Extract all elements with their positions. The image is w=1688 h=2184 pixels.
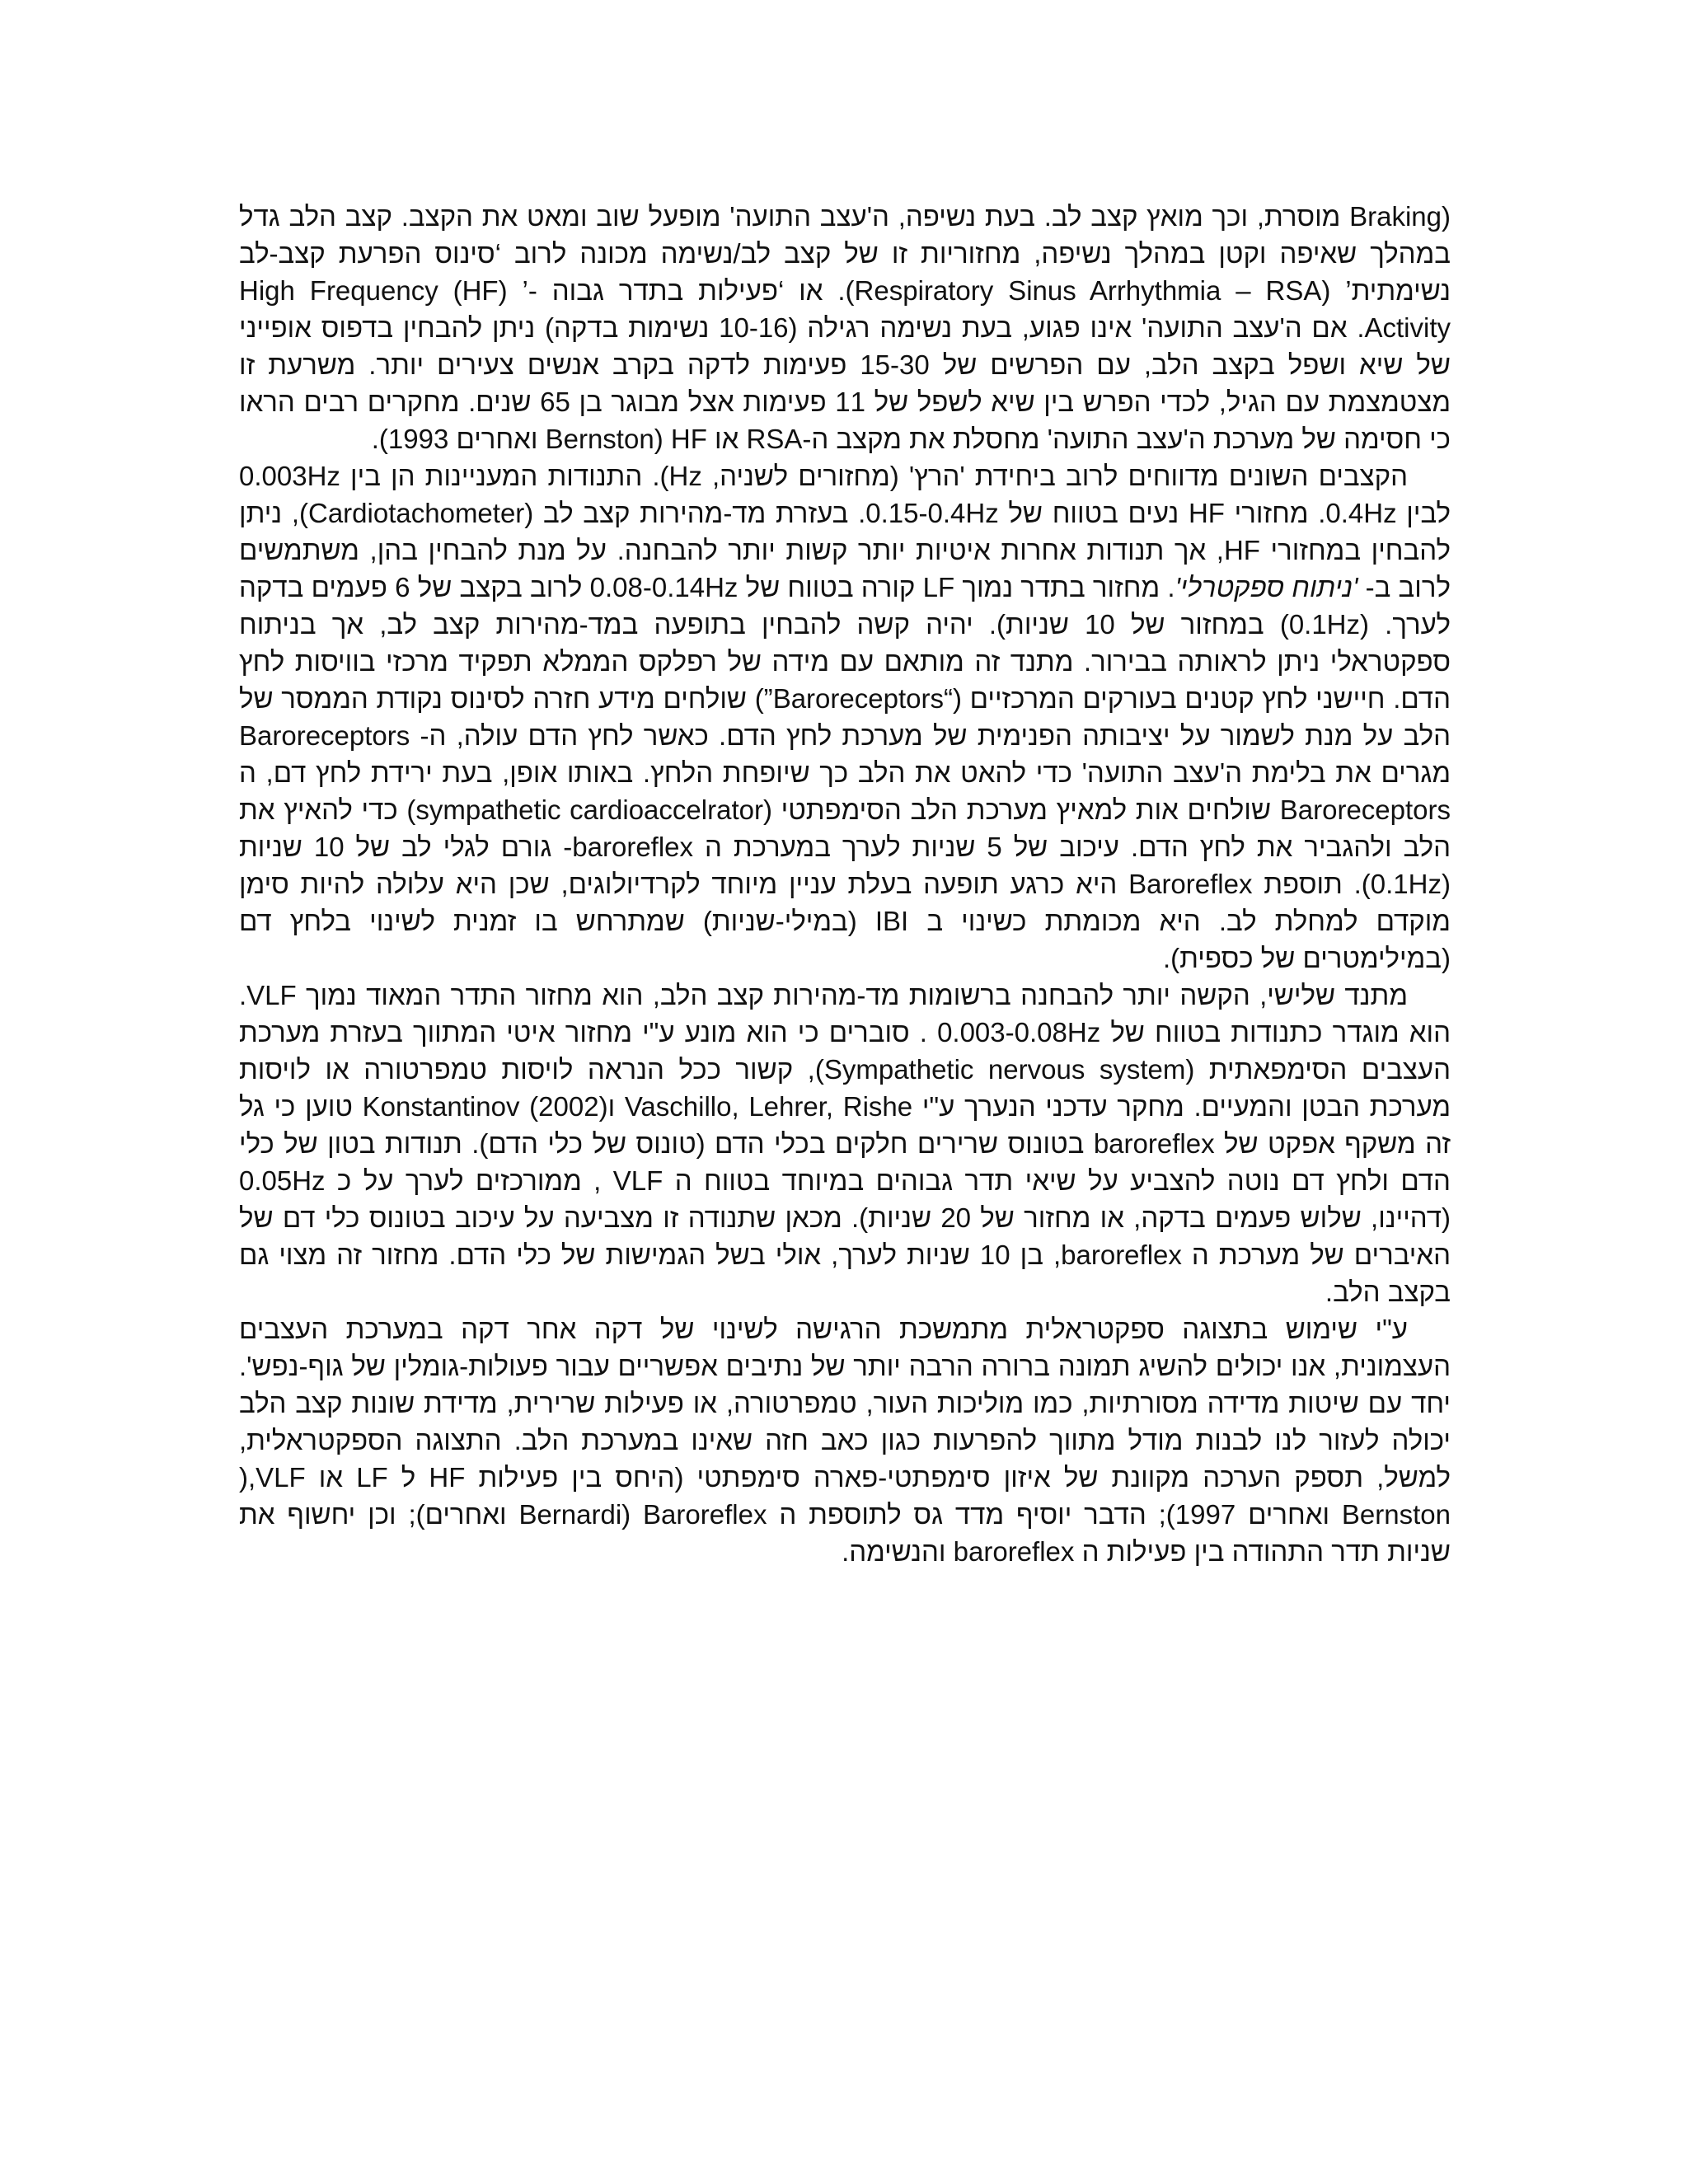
paragraph-text: (Braking מוסרת, וכך מואץ קצב לב. בעת נשיפה, ה'עצב התועה' מופעל שוב ומאט את הקצב. קצב הלב גדל במהלך שאיפה וקטן במהלך נשיפה, מחזוריות זו של קצב לב/נשימה מכונה לרוב ‘סינוס הפרעת קצב-לב נשימתית’ (Respiratory Sinus Arrhythmia – RSA). או ‘פעילות בתדר גבוה -’ High Frequency (HF) Activity. אם ה'עצב התועה' אינו פגוע, בעת נשימה רגילה (10-16 נשימות בדקה) ניתן להבחין בדפוס אופייני של שיא ושפל בקצב הלב, עם הפרשים של 15-30 פעימות לדקה בקרב אנשים צעירים יותר. משרעת זו מצטמצמת עם הגיל, לכדי הפרש בין שיא לשפל של 11 פעימות אצל מבוגר בן 65 שנים. מחקרים רבים הראו כי חסימה של מערכת ה'עצב התועה' מחסלת את מקצב ה-RSA או HF (Bernston ואחרים 1993). xyxy=(239,201,1451,454)
body-text xyxy=(239,198,1451,1570)
paragraph-text: . מחזור בתדר נמוך LF קורה בטווח של 0.08-0.14Hz לרוב בקצב של 6 פעמים בדקה לערך. (0.1Hz) במחזור של 10 שניות). יהיה קשה להבחין בתופעה במד-מהירות קצב לב, אך בניתוח ספקטראלי ניתן לראותה בבירור. מתנד זה מותאם עם מידה של רפלקס הממלא תפקיד מרכזי בוויסות לחץ הדם. חיישני לחץ קטנים בעורקים המרכזיים (“Baroreceptors”) שולחים מידע חזרה לסינוס נקודת הממסר של הלב על מנת לשמור על יציבותה הפנימית של מערכת לחץ הדם. כאשר לחץ הדם עולה, ה- Baroreceptors מגרים את בלימת ה'עצב התועה' כדי להאט את הלב כך שיופחת הלחץ. באותו אופן, בעת ירידת לחץ דם, ה Baroreceptors שולחים אות למאיץ מערכת הלב הסימפתטי (sympathetic cardioaccelrator) כדי להאיץ את הלב ולהגביר את לחץ הדם. עיכוב של 5 שניות לערך במערכת ה baroreflex- גורם לגלי לב של 10 שניות (0.1Hz). תוספת Baroreflex היא כרגע תופעה בעלת עניין מיוחד לקרדיולוגים, שכן היא עלולה להיות סימן מוקדם למחלת לב. היא מכומתת כשינוי ב IBI (במילי-שניות) שמתרחש בו זמנית לשינוי בלחץ דם (במילימטרים של כספית). xyxy=(239,572,1451,973)
paragraph-2 xyxy=(239,457,1451,977)
paragraph-text: ע"י שימוש בתצוגה ספקטראלית מתמשכת הרגישה לשינוי של דקה אחר דקה במערכת העצבים העצמונית, אנו יכולים להשיג תמונה ברורה הרבה יותר של נתיבים אפשריים עבור פעולות-גומלין של גוף-נפש'. יחד עם שיטות מדידה מסורתיות, כמו מוליכות העור, טמפרטורה, או פעילות שרירית, מדידת שונות קצב הלב יכולה לעזור לנו לבנות מודל מתווך להפרעות כגון כאב חזה שאינו במערכת הלב. התצוגה הספקטראלית, למשל, תספק הערכה מקוונת של איזון סימפתטי-פארה סימפתטי (היחס בין פעילות HF ל LF או VLF,( Bernston ואחרים 1997); הדבר יוסיף מדד גס לתוספת ה Baroreflex (Bernardi ואחרים); וכן יחשוף את שניות תדר התהודה בין פעילות ה baroreflex והנשימה. xyxy=(239,1314,1451,1567)
paragraph-text: מתנד שלישי, הקשה יותר להבחנה ברשומות מד-מהירות קצב הלב, הוא מחזור התדר המאוד נמוך VLF. הוא מוגדר כתנודות בטווח של 0.003-0.08Hz . סוברים כי הוא מונע ע"י מחזור איטי המתווך בעזרת מערכת העצבים הסימפאתית (Sympathetic nervous system), קשור ככל הנראה לויסות טמפרטורה או לויסות מערכת הבטן והמעיים. מחקר עדכני הנערך ע"י Vaschillo, Lehrer, Rishe וKonstantinov (2002) טוען כי גל זה משקף אפקט של baroreflex בטונוס שרירים חלקים בכלי הדם (טונוס של כלי הדם). תנודות בטון של כלי הדם ולחץ דם נוטה להצביע על שיאי תדר גבוהים במיוחד בטווח ה VLF , ממורכזים לערך על כ 0.05Hz (דהיינו, שלוש פעמים בדקה, או מחזור של 20 שניות). מכאן שתנודה זו מצביעה על עיכוב בטונוס כלי דם של האיברים של מערכת ה baroreflex, בן 10 שניות לערך, אולי בשל הגמישות של כלי הדם. מחזור זה מצוי גם בקצב הלב. xyxy=(239,980,1451,1307)
italic-term: 'ניתוח ספקטרלי' xyxy=(1175,572,1358,602)
paragraph-1 xyxy=(239,198,1451,457)
paragraph-text: הקצבים השונים מדווחים לרוב ביחידת 'הרץ' (מחזורים לשניה, Hz). התנודות המעניינות הן בין 0.003Hz לבין 0.4Hz. מחזורי HF נעים בטווח של 0.15-0.4Hz. בעזרת מד-מהירות קצב לב (Cardiotachometer), ניתן להבחין במחזורי HF, אך תנודות אחרות איטיות יותר קשות יותר להבחנה. על מנת להבחין בהן, משתמשים לרוב ב- xyxy=(239,461,1451,602)
paragraph-3 xyxy=(239,977,1451,1310)
paragraph-4 xyxy=(239,1310,1451,1570)
